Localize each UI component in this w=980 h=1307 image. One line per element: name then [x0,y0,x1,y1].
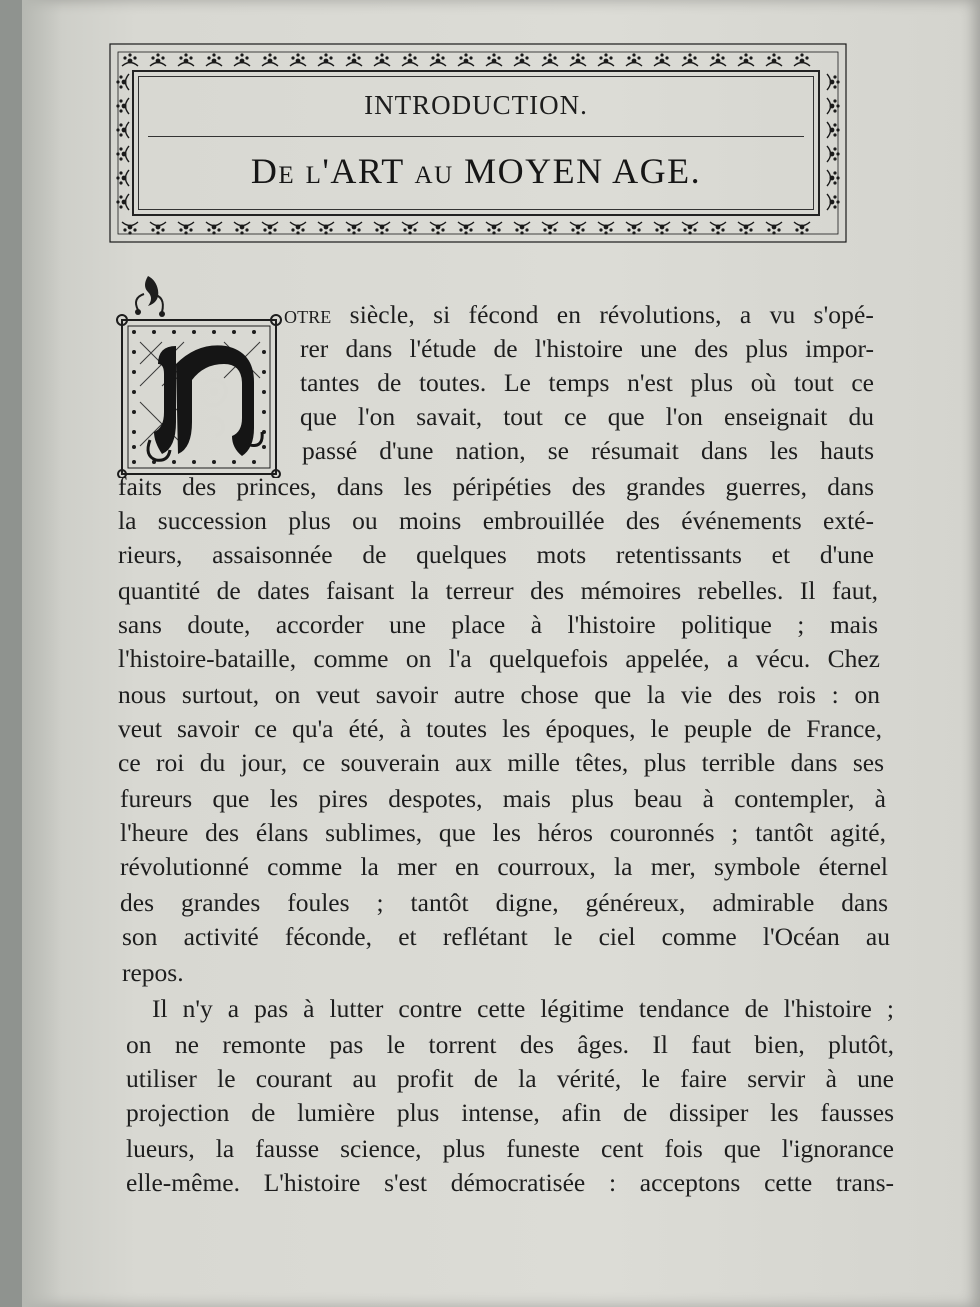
border-bottom-flower [682,222,698,235]
text-line-p2-6: elle-même. L'histoire s'est démocratisée : acceptons cette trans- [126,1168,894,1197]
border-bottom-flower [206,222,222,235]
border-top-flower [122,53,138,66]
border-bottom-flower [738,222,754,235]
page-gutter-shadow [22,0,62,1307]
border-top-flower [654,53,670,66]
text-line-19: son activité féconde, et reflétant le ciel comme l'Océan au [122,922,890,951]
border-top-flower [514,53,530,66]
border-top-flower [346,53,362,66]
border-top-flower [178,53,194,66]
border-bottom-flower [542,222,558,235]
border-bottom-flower [654,222,670,235]
header-divider [148,136,804,137]
border-top-flower [458,53,474,66]
border-top-flower [374,53,390,66]
border-bottom-flower [514,222,530,235]
text-line-12: nous surtout, on veut savoir autre chose que la vie des rois : on [118,680,880,709]
border-top-flower [290,53,306,66]
border-bottom-flower [598,222,614,235]
border-top-flower [318,53,334,66]
text-line-9: quantité de dates faisant la terreur des mémoires rebelles. Il faut, [118,576,878,605]
border-top-flower [710,53,726,66]
text-line-11: l'histoire-bataille, comme on l'a quelquefois appelée, a vécu. Chez [118,644,880,673]
border-top-flower [150,53,166,66]
text-line-p2-3: utiliser le courant au profit de la vérité, le faire servir à une [126,1064,894,1093]
chapter-title: De l'ART au MOYEN AGE. [250,151,702,191]
border-bottom-flower [402,222,418,235]
border-top-flower [486,53,502,66]
border-bottom-flower [178,222,194,235]
border-bottom-flower [626,222,642,235]
border-bottom-flower [486,222,502,235]
border-bottom-flower [570,222,586,235]
text-line-20: repos. [122,958,184,987]
text-line-4: que l'on savait, tout ce que l'on enseignait du [300,402,874,431]
text-line-15: fureurs que les pires despotes, mais plus beau à contempler, à [120,784,886,813]
border-bottom-flower [346,222,362,235]
border-bottom-flower [262,222,278,235]
text-line-10: sans doute, accorder une place à l'histoire politique ; mais [118,610,878,639]
border-bottom-flower [234,222,250,235]
text-line-p2-5: lueurs, la fausse science, plus funeste cent fois que l'ignorance [126,1134,894,1163]
border-top-flower [206,53,222,66]
text-line-p2-2: on ne remonte pas le torrent des âges. Il faut bien, plutôt, [126,1030,894,1059]
text-line-1 [284,300,874,330]
border-top-flower [234,53,250,66]
text-line-p2-1: Il n'y a pas à lutter contre cette légitime tendance de l'histoire ; [152,994,894,1023]
text-line-8: rieurs, assaisonnée de quelques mots retentissants et d'une [118,540,874,569]
border-top-flower [430,53,446,66]
text-line-13: veut savoir ce qu'a été, à toutes les époques, le peuple de France, [118,714,882,743]
border-top-flower [738,53,754,66]
border-top-flower [262,53,278,66]
border-bottom-flower [290,222,306,235]
illuminated-initial [114,272,284,478]
border-top-flower [570,53,586,66]
section-title: INTRODUCTION. [364,90,588,120]
border-bottom-flower [430,222,446,235]
border-top-flower [402,53,418,66]
chapter-header [108,42,848,244]
text-line-6: faits des princes, dans les péripéties des grandes guerres, dans [118,472,874,501]
text-line-p2-4: projection de lumière plus intense, afin de dissiper les fausses [126,1098,894,1127]
text-line-16: l'heure des élans sublimes, que les héros couronnés ; tantôt agité, [120,818,886,847]
text-line-5: passé d'une nation, se résumait dans les hauts [302,436,874,465]
border-bottom-flower [458,222,474,235]
text-line-18: des grandes foules ; tantôt digne, généreux, admirable dans [120,888,888,917]
border-top-flower [626,53,642,66]
border-bottom-flower [374,222,390,235]
border-top-flower [794,53,810,66]
border-bottom-flower [318,222,334,235]
text-line-17: révolutionné comme la mer en courroux, la mer, symbole éternel [120,852,888,881]
border-bottom-flower [794,222,810,235]
border-bottom-flower [710,222,726,235]
border-top-flower [542,53,558,66]
border-top-flower [598,53,614,66]
border-bottom-flower [122,222,138,235]
border-top-flower [766,53,782,66]
text-line-2: rer dans l'étude de l'histoire une des plus impor- [300,334,874,363]
border-top-flower [682,53,698,66]
border-bottom-flower [150,222,166,235]
text-line-3: tantes de toutes. Le temps n'est plus où tout ce [300,368,874,397]
book-page [22,0,980,1307]
border-bottom-flower [766,222,782,235]
line-1-text: siècle, si fécond en révolutions, a vu s'opé- [331,300,874,329]
text-line-7: la succession plus ou moins embrouillée des événements exté- [118,506,874,535]
text-line-14: ce roi du jour, ce souverain aux mille têtes, plus terrible dans ses [118,748,884,777]
first-word-rest: otre [284,300,332,329]
